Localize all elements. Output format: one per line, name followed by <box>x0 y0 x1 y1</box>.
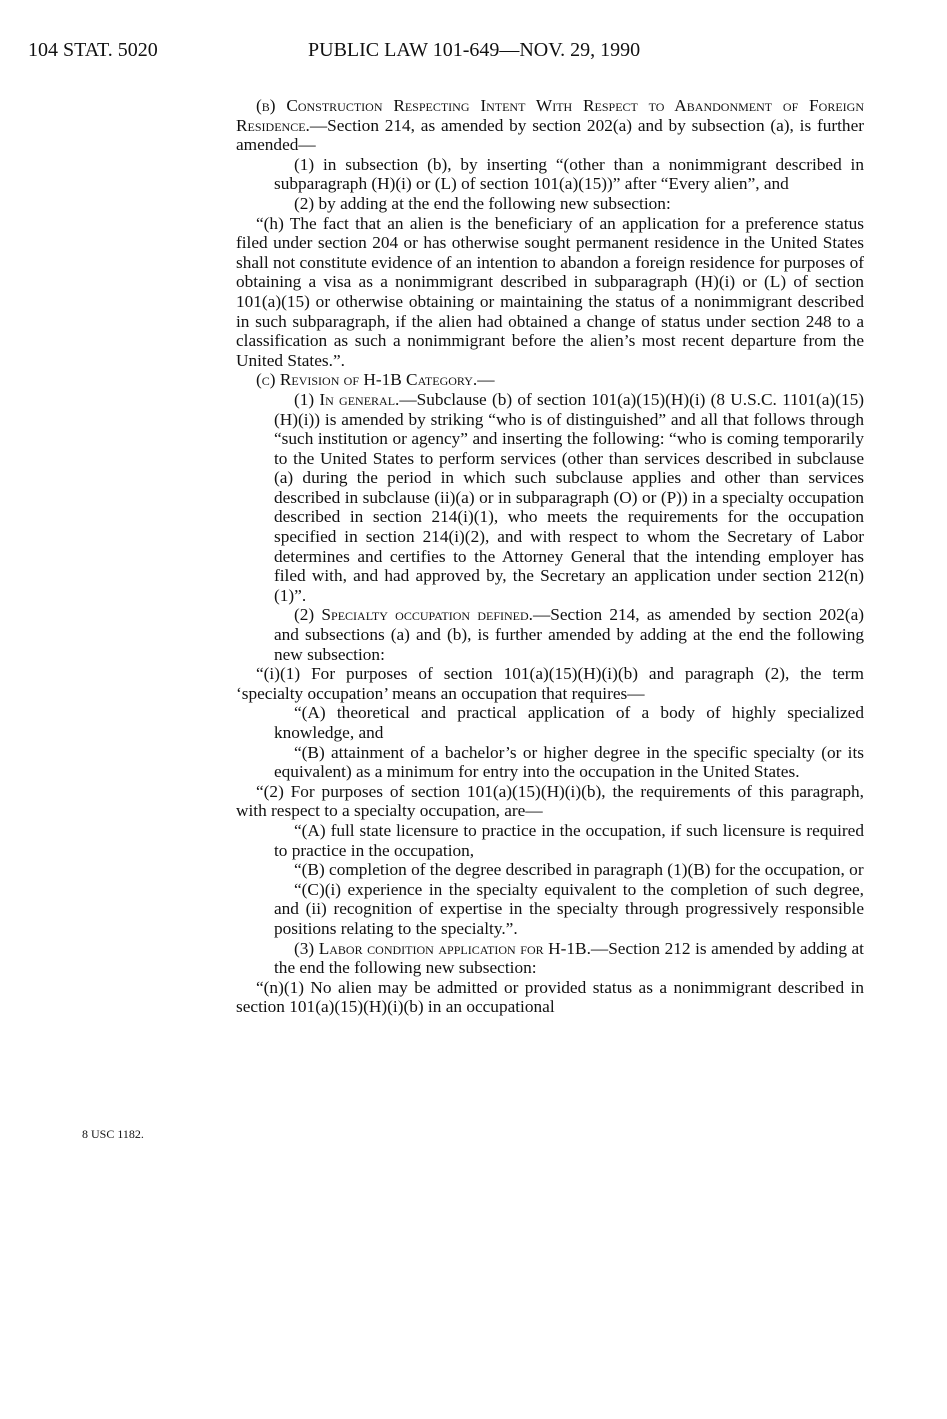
paragraph-i1a: “(A) theoretical and practical application of a body of highly specialized knowledge, and <box>274 703 864 742</box>
heading-c2: (2) Specialty occupation defined. <box>294 605 533 625</box>
paragraph-c3 <box>274 939 864 978</box>
paragraph-i2a: “(A) full state licensure to practice in the occupation, if such licensure is required to practice in the occupation, <box>274 820 864 860</box>
paragraph-i2b: “(B) completion of the degree described in paragraph (1)(B) for the occupation, or <box>294 860 864 880</box>
paragraph-i1b: “(B) attainment of a bachelor’s or higher degree in the specific specialty (or its equivalent) as a minimum for entry into the occupation in the United States. <box>274 742 864 782</box>
paragraph-c2 <box>274 605 864 664</box>
running-head: PUBLIC LAW 101-649—NOV. 29, 1990 <box>308 39 641 61</box>
body-text <box>236 96 864 1017</box>
text-c1: —Subclause (b) of section 101(a)(15)(H)(i) (8 U.S.C. 1101(a)(15)(H)(i)) is amended by striking “who is of distinguished” and all that follows through “such institution or agency” and inserting the following: “who is coming temporarily to the United States to perform services (other than services described in subclause (a) during the period in which such subclause applies and other than services described in subclause (ii)(a) or in subparagraph (O) or (P)) in a specialty occupation described in section 214(i)(1), who meets the requirements for the occupation specified in section 214(i)(2), and with respect to whom the Secretary of Labor determines and certifies to the Attorney General that the intending employer has filed with, and had approved by, the Secretary an application under section 212(n)(1)”. <box>274 389 864 605</box>
heading-b: (b) Construction Respecting Intent With Respect to Abandonment of Foreign Residence. <box>236 96 864 135</box>
paragraph-b1: (1) in subsection (b), by inserting “(other than a nonimmigrant described in subparagraph (H)(i) or (L) of section 101(a)(15))” after “Every alien”, and <box>274 154 864 194</box>
margin-note: 8 USC 1182. <box>82 1127 144 1141</box>
heading-c3: (3) Labor condition application for H-1B. <box>294 938 591 958</box>
paragraph-c <box>236 370 864 390</box>
paragraph-n1: “(n)(1) No alien may be admitted or provided status as a nonimmigrant described in section 101(a)(15)(H)(i)(b) in an occupational <box>236 977 864 1017</box>
paragraph-i1: “(i)(1) For purposes of section 101(a)(15)(H)(i)(b) and paragraph (2), the term ‘specialty occupation’ means an occupation that requires— <box>236 664 864 703</box>
paragraph-i2c: “(C)(i) experience in the specialty equivalent to the completion of such degree, and (ii) recognition of expertise in the specialty through progressively responsible positions relating to the specialty.”. <box>274 879 864 938</box>
page-number: 104 STAT. 5020 <box>28 39 158 61</box>
paragraph-i2: “(2) For purposes of section 101(a)(15)(H)(i)(b), the requirements of this paragraph, with respect to a specialty occupation, are— <box>236 781 864 821</box>
heading-c1: (1) In general. <box>294 389 400 409</box>
paragraph-b <box>236 96 864 155</box>
paragraph-h: “(h) The fact that an alien is the beneficiary of an application for a preference status filed under section 204 or has otherwise sought permanent residence in the United States shall not constitute evidence of an intention to abandon a foreign residence for purposes of obtaining a visa as a nonimmigrant described in subparagraph (H)(i) or (L) of section 101(a)(15) or otherwise obtaining or maintaining the status of a nonimmigrant described in such subparagraph, if the alien had obtained a change of status under section 248 to a classification as such a nonimmigrant before the alien’s most recent departure from the United States.”. <box>236 213 864 370</box>
text-b: —Section 214, as amended by section 202(a) and by subsection (a), is further amended— <box>236 115 864 155</box>
heading-c: (c) Revision of H-1B Category. <box>256 370 478 390</box>
text-c2: —Section 214, as amended by section 202(a) and subsections (a) and (b), is further amended by adding at the end the following new subsection: <box>274 605 864 664</box>
dash-c: — <box>477 370 495 390</box>
paragraph-c1 <box>274 390 864 606</box>
text-c3: —Section 212 is amended by adding at the end the following new subsection: <box>274 938 864 978</box>
paragraph-b2: (2) by adding at the end the following new subsection: <box>294 193 671 213</box>
